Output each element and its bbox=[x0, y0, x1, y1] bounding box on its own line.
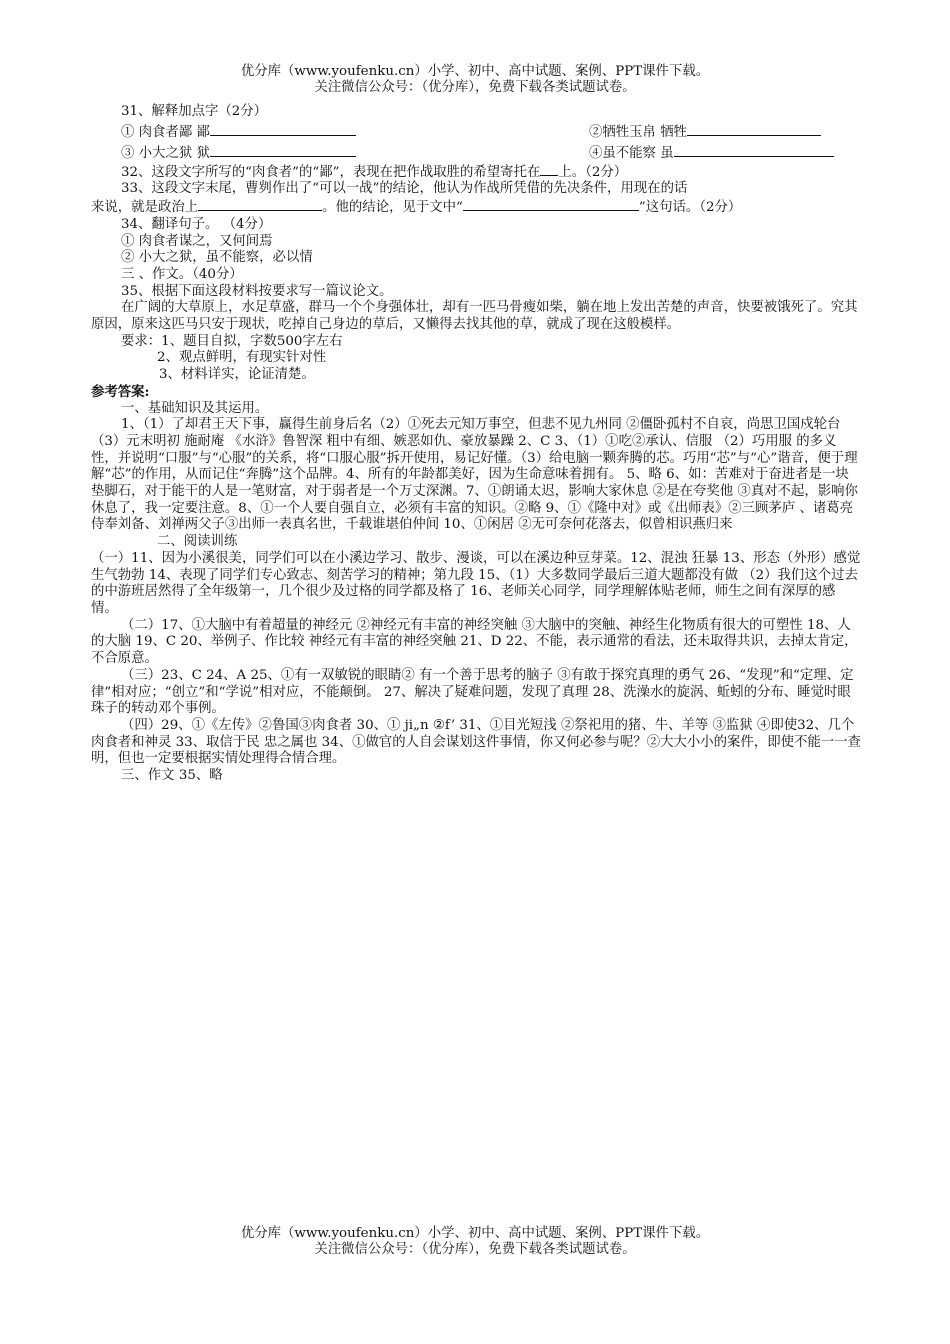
answers-reading-1: （一）11、因为小溪很美，同学们可以在小溪边学习、散步、漫谈，可以在溪边种豆芽菜。12、混浊 狂暴 13、形态（外形）感觉生气勃勃 14、表现了同学们专心致志、刻苦学习的精神；第九段 15、（1）大多数同学最后三道大题都没有做 （2）我们这个过去的中游班居然得了全年级第一，几个很少及过格的同学都及格了 16、老师关心同学，同学理解体贴老师，师生之间有深厚的感情。 bbox=[91, 550, 861, 616]
q34-item-2: ② 小大之狱，虽不能察，必以情 bbox=[121, 250, 313, 266]
answer-blank[interactable] bbox=[210, 144, 356, 157]
q35-material: 在广阔的大草原上，水足草盛，群马一个个身强体壮，却有一匹马骨瘦如柴，躺在地上发出苦楚的声音，快要被饿死了。究其原因，原来这匹马只安于现状，吃掉自己身边的草后，又懒得去找其他的草，就成了现在这般模样。 bbox=[91, 300, 858, 333]
q31-item-4: ④虽不能察 虽 bbox=[589, 144, 834, 163]
answers-reading-3: （三）23、C 24、A 25、①有一双敏锐的眼睛② 有一个善于思考的脑子 ③有敢于探究真理的勇气 26、“发现”和“定理、定律”相对应；“创立”和“学说”相对应，不能颠倒。 27、解决了疑难问题，发现了真理 28、洗澡水的旋涡、蚯蚓的分布、睡觉时眼珠子的转动邓个事例。 bbox=[91, 667, 854, 717]
answers-reading-4: （四）29、①《左传》②鲁国③肉食者 30、① ji„n ②f’ 31、①目光短浅 ②祭祀用的猪、牛、羊等 ③监狱 ④即使32、几个肉食者和神灵 33、取信于民 忠之属也 34、①做官的人自会谋划这件事情，你又何必参与呢？②大大小小的案件，即使不能一一查明，但也一定要根据实情处理得合情合理。 bbox=[91, 717, 861, 767]
answers-section-3: 三、作文 35、略 bbox=[121, 768, 223, 784]
page-header bbox=[0, 64, 950, 96]
answers-reading-2: （二）17、①大脑中有着超量的神经元 ②神经元有丰富的神经突触 ③大脑中的突触、神经生化物质有很大的可塑性 18、人的大脑 19、C 20、举例子、作比较 神经元有丰富的神经突触 21、D 22、不能，表示通常的看法，还未取得共识，去掉太肯定，不合原意。 bbox=[91, 617, 858, 667]
page-footer bbox=[0, 1226, 950, 1258]
q31-row-2 bbox=[91, 142, 861, 163]
answer-blank[interactable] bbox=[674, 144, 834, 157]
answers-section-1-title: 一、基础知识及其运用。 bbox=[121, 400, 269, 416]
q31-row-1 bbox=[91, 121, 861, 142]
q33-line-2: 来说，就是政治上 。他的结论，见于文中“ ”这句话。（2分） bbox=[91, 200, 742, 216]
answer-blank[interactable] bbox=[463, 198, 639, 211]
answer-blank[interactable] bbox=[210, 123, 356, 136]
answer-blank[interactable] bbox=[540, 163, 558, 176]
q32: 32、这段文字所写的“肉食者”的“鄙”，表现在把作战取胜的希望寄托在 上。（2分） bbox=[121, 164, 628, 180]
q31-item-2: ②牺牲玉帛 牺牲 bbox=[589, 123, 821, 142]
q31-item-3: ③ 小大之狱 狱 bbox=[121, 144, 356, 163]
footer-line-1: 优分库（www.youfenku.cn）小学、初中、高中试题、案例、PPT课件下载。 bbox=[240, 1226, 710, 1241]
q35-requirement-1: 要求：1、题目自拟，字数500字左右 bbox=[121, 333, 343, 349]
q31-item-1: ① 肉食者鄙 鄙 bbox=[121, 123, 356, 142]
q34-title: 34、翻译句子。 （4分） bbox=[121, 216, 272, 232]
header-line-2: 关注微信公众号：（优分库），免费下载各类试题试卷。 bbox=[314, 80, 636, 95]
q35-requirement-2: 2、观点鲜明，有现实针对性 bbox=[157, 350, 327, 366]
q33-line-1: 33、这段文字末尾，曹刿作出了“可以一战”的结论，他认为作战所凭借的先决条件，用现在的话 bbox=[121, 181, 688, 197]
answers-title: 参考答案: bbox=[91, 383, 150, 400]
q35-requirement-3: 3、材料详实，论证清楚。 bbox=[159, 367, 315, 383]
document-body bbox=[91, 104, 861, 785]
answer-blank[interactable] bbox=[687, 123, 821, 136]
answer-blank[interactable] bbox=[198, 198, 322, 211]
header-line-1: 优分库（www.youfenku.cn）小学、初中、高中试题、案例、PPT课件下载。 bbox=[240, 64, 710, 79]
footer-line-2: 关注微信公众号：（优分库），免费下载各类试题试卷。 bbox=[314, 1242, 636, 1257]
q34-item-1: ① 肉食者谋之，又何间焉 bbox=[121, 233, 273, 249]
answers-section-1-body: 1、（1）了却君王天下事，赢得生前身后名（2）①死去元知万事空，但悲不见九州同 ②僵卧孤村不自哀，尚思卫国戍轮台（3）元末明初 施耐庵 《水浒》鲁智深 粗中有细、嫉恶如仇、豪放暴躁 2、C 3、（1）①吃②承认、信服 （2）巧用服 的多义性，并说明“口服”与“心服”的关系，将“口服心服”拆开使用，易记好懂。（3）给电脑一颗奔腾的芯。巧用“芯”与“心”谐音，便于理解“芯”的作用，从而记住“奔腾”这个品牌。4、所有的年龄都美好，因为生命意味着拥有。 5、略 6、如：苦难对于奋进者是一块垫脚石，对于能干的人是一笔财富，对于弱者是一个万丈深渊。7、①朗诵太迟，影响大家休息 ②是在夸奖他 ③真对不起，影响你休息了，我一定要注意。8、①一个人要自强自立，必须有丰富的知识。②略 9、①《隆中对》或《出师表》②三顾茅庐 、诸葛亮侍奉刘备、刘禅两父子③出师一表真名世，千载谁堪伯仲间 10、①闲居 ②无可奈何花落去，似曾相识燕归来 bbox=[91, 417, 858, 533]
answers-section-2-title: 二、阅读训练 bbox=[157, 534, 238, 550]
q35-title: 35、根据下面这段材料按要求写一篇议论文。 bbox=[121, 283, 393, 299]
section-3-title: 三 、作文。（40分） bbox=[121, 266, 243, 282]
q31-title: 31、解释加点字（2分） bbox=[121, 104, 268, 119]
